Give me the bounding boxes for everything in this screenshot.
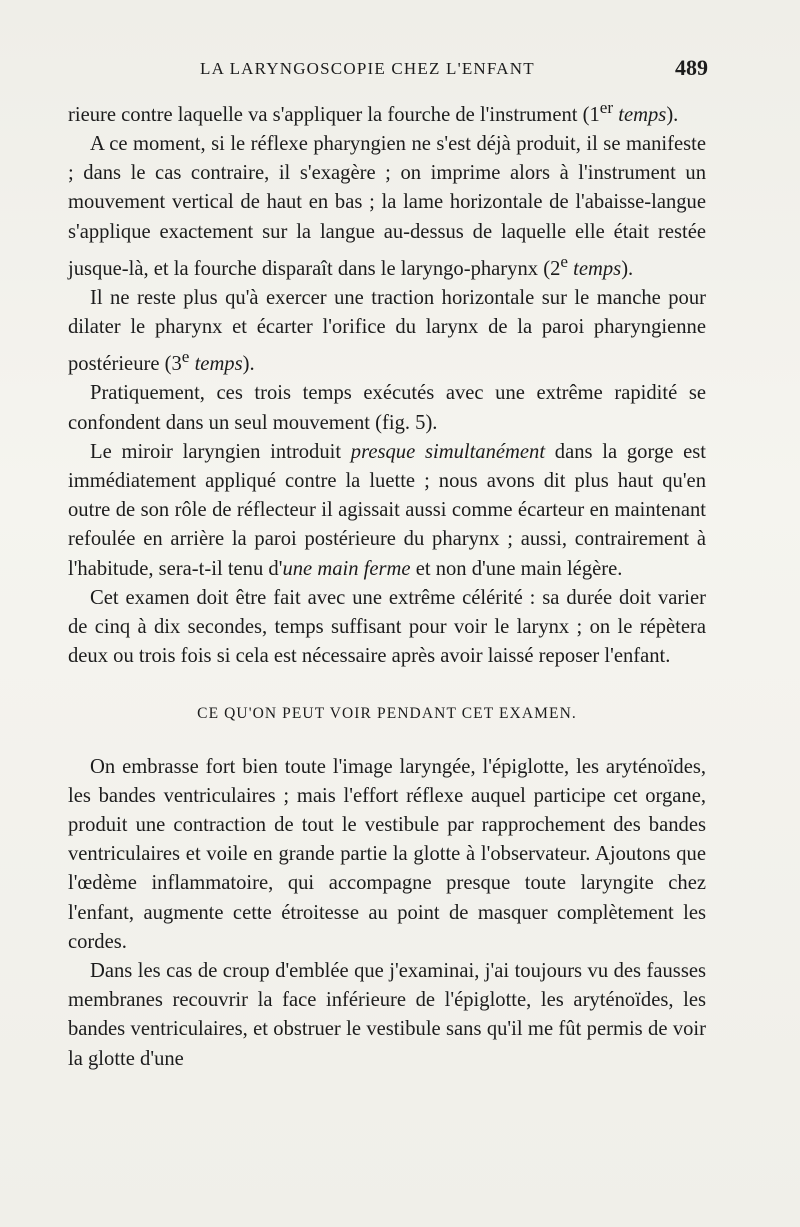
section-heading: CE QU'ON PEUT VOIR PENDANT CET EXAMEN. — [197, 705, 577, 723]
ordinal-superscript: e — [181, 347, 190, 367]
paragraph-text: Le miroir laryngien introduit — [90, 440, 351, 463]
paragraph-2 — [68, 130, 706, 284]
paragraph-text: ). — [621, 257, 634, 280]
paragraph-text: et non d'une main légère. — [410, 557, 623, 580]
paragraph-6: Cet examen doit être fait avec une extrême célérité : sa durée doit varier de cinq à dix secondes, temps suffisant pour voir le larynx ; on le répètera deux ou trois fois si cela est nécessaire après avoir laissé reposer l'enfant. — [68, 586, 706, 668]
italic-term: temps — [194, 353, 243, 376]
paragraph-8: Dans les cas de croup d'emblée que j'examinai, j'ai toujours vu des fausses membranes recouvrir la face inférieure de l'épiglotte, les aryténoïdes, les bandes ventriculaires, et obstruer le vestibule sans qu'il me fût permis de voir la glotte d'une — [68, 960, 706, 1070]
paragraph-1 — [68, 93, 706, 130]
italic-term: temps — [618, 103, 667, 126]
paragraph-text: ). — [242, 353, 255, 376]
paragraph-7: On embrasse fort bien toute l'image laryngée, l'épiglotte, les aryténoïdes, les bandes ventriculaires ; mais l'effort réflexe auquel participe cet organe, produit une contraction de tout le vestibule par rapprochement des bandes ventriculaires et voile en grande partie la glotte à l'observateur. Ajoutons que l'œdème inflammatoire, qui accompagne presque toute laryngite chez l'enfant, augmente cette étroitesse au point de masquer complètement les cordes. — [68, 755, 706, 953]
body-text — [68, 93, 706, 1074]
italic-phrase: une main ferme — [282, 557, 411, 580]
page-number: 489 — [675, 55, 708, 80]
italic-term: temps — [573, 257, 622, 280]
paragraph-text: Il ne reste plus qu'à exercer une traction horizontale sur le manche pour dilater le pharynx et écarter l'orifice du larynx de la paroi pharyngienne postérieure (3 — [68, 286, 706, 376]
running-head: LA LARYNGOSCOPIE CHEZ L'ENFANT — [200, 59, 535, 78]
page-header — [68, 55, 708, 85]
paragraph-text: dans la gorge est immédiatement appliqué contre la luette ; nous avons dit plus haut qu'en outre de son rôle de réflecteur il agissait aussi comme écarteur en maintenant refoulée en arrière la paroi postérieure du pharynx ; aussi, contrairement à l'habitude, sera-t-il tenu d' — [68, 440, 706, 580]
paragraph-3 — [68, 284, 706, 379]
paragraph-5 — [68, 438, 706, 584]
ordinal-superscript: e — [560, 251, 568, 271]
paragraph-text: ). — [666, 103, 679, 126]
italic-phrase: presque simultanément — [350, 440, 546, 463]
paragraph-text: rieure contre laquelle va s'appliquer la fourche de l'instrument (1 — [68, 103, 600, 126]
ordinal-superscript: er — [599, 98, 614, 117]
paragraph-4: Pratiquement, ces trois temps exécutés avec une extrême rapidité se confondent dans un seul mouvement (fig. 5). — [68, 382, 706, 434]
paragraph-text: A ce moment, si le réflexe pharyngien ne s'est déjà produit, il se manifeste ; dans le cas contraire, il s'exagère ; on imprime alors à l'instrument un mouvement vertical de haut en bas ; la lame horizontale de l'abaisse-langue s'applique exactement sur la langue au-dessus de laquelle elle était restée jusque-là, et la fourche disparaît dans le laryngo-pharynx (2 — [68, 133, 706, 280]
